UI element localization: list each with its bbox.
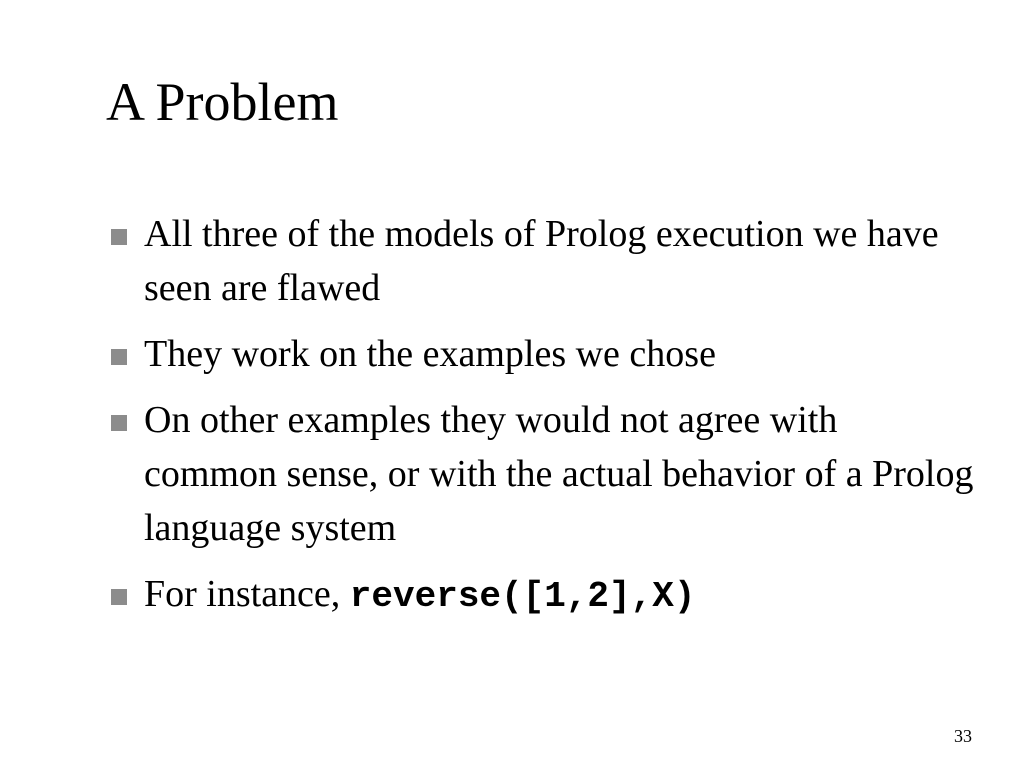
square-bullet-icon <box>111 229 127 245</box>
bullet-list <box>106 207 976 636</box>
square-bullet-icon <box>111 415 127 431</box>
bullet-item <box>106 393 976 555</box>
bullet-text-prefix: For instance, <box>144 573 350 615</box>
bullet-item <box>106 207 976 315</box>
page-number: 33 <box>954 726 972 746</box>
bullet-item <box>106 567 976 624</box>
bullet-text: On other examples they would not agree with common sense, or with the actual behavior of a Prolog language system <box>144 399 974 549</box>
bullet-text: They work on the examples we chose <box>144 333 716 375</box>
bullet-text: All three of the models of Prolog execution we have seen are flawed <box>144 213 939 309</box>
square-bullet-icon <box>111 589 127 605</box>
slide-title: A Problem <box>106 72 339 132</box>
square-bullet-icon <box>111 349 127 365</box>
code-snippet: reverse([1,2],X) <box>349 576 696 617</box>
bullet-item <box>106 327 976 381</box>
